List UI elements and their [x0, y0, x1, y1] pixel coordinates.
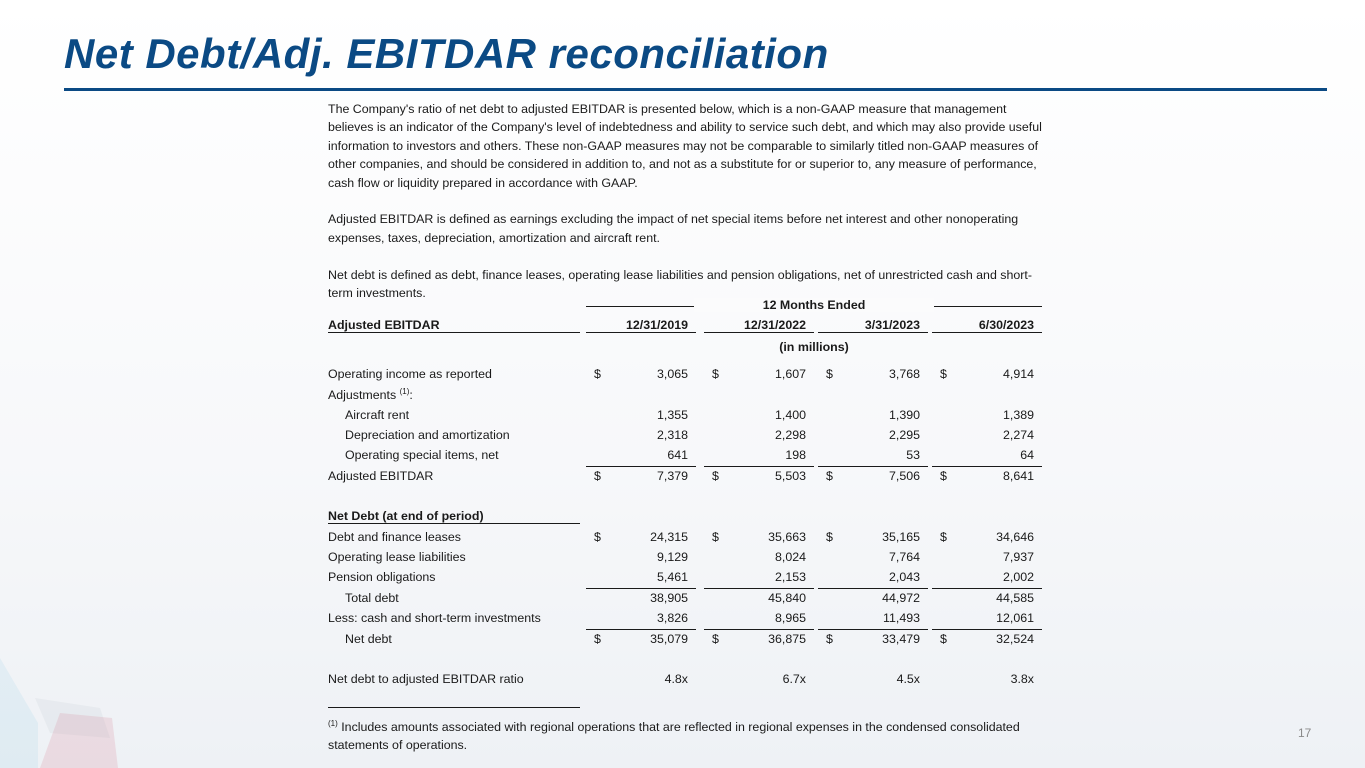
units-label: (in millions) [779, 340, 849, 354]
title-divider [64, 88, 1327, 91]
brand-decoration [0, 538, 130, 768]
cell-value: 3,065 [656, 367, 688, 381]
cell-value: 12,061 [996, 611, 1034, 625]
cell-value: 35,663 [768, 530, 806, 544]
currency-sign: $ [712, 530, 719, 544]
cell-value: 198 [785, 448, 806, 462]
cell-value: 7,379 [656, 469, 688, 483]
cell-value: 64 [1020, 448, 1034, 462]
table-row [328, 367, 1042, 385]
row-label: Adjustments $^{(1)}$: [328, 387, 413, 402]
column-header-row [328, 318, 1042, 336]
currency-sign: $ [826, 530, 833, 544]
cell-value: 1,389 [1002, 408, 1034, 422]
row-label: Adjusted EBITDAR [328, 469, 434, 483]
footnote-marker: (1) [328, 719, 338, 728]
currency-sign: $ [940, 469, 947, 483]
section-title-net-debt: Net Debt (at end of period) [328, 509, 580, 524]
cell-value: 45,840 [768, 591, 806, 605]
row-label: Less: cash and short-term investments [328, 611, 541, 625]
currency-sign: $ [712, 469, 719, 483]
cell-value: 34,646 [996, 530, 1034, 544]
table-row [328, 408, 1042, 426]
row-label: Net debt [345, 632, 392, 646]
net-debt-section-row [328, 509, 1042, 527]
adjustments-row [328, 387, 1042, 405]
cell-value: 3,768 [888, 367, 920, 381]
cell-value: 1,400 [774, 408, 806, 422]
table-row [328, 428, 1042, 446]
page-number: 17 [1298, 726, 1312, 740]
row-label: Net debt to adjusted EBITDAR ratio [328, 672, 524, 686]
cell-value: 44,972 [882, 591, 920, 605]
column-header-2022: 12/31/2022 [704, 318, 814, 333]
currency-sign: $ [594, 530, 601, 544]
cell-value: 4.8x [664, 672, 688, 686]
cell-value: 7,937 [1002, 550, 1034, 564]
cell-value: 9,129 [656, 550, 688, 564]
cell-value: 6.7x [782, 672, 806, 686]
units-row [328, 340, 1042, 358]
section-title-adjusted-ebitdar: Adjusted EBITDAR [328, 318, 580, 333]
table-row [328, 570, 1042, 588]
table-row [328, 550, 1042, 568]
row-label: Operating special items, net [345, 448, 499, 462]
column-header-q2-2023: 6/30/2023 [932, 318, 1042, 333]
currency-sign: $ [826, 632, 833, 646]
table-row [328, 591, 1042, 609]
currency-sign: $ [594, 469, 601, 483]
currency-sign: $ [940, 632, 947, 646]
row-label: Operating income as reported [328, 367, 492, 381]
cell-value: 8,024 [774, 550, 806, 564]
row-label: Operating lease liabilities [328, 550, 466, 564]
cell-value: 2,298 [774, 428, 806, 442]
page-title: Net Debt/Adj. EBITDAR reconciliation [64, 30, 829, 77]
cell-value: 2,043 [888, 570, 920, 584]
cell-value: 1,355 [656, 408, 688, 422]
currency-sign: $ [940, 530, 947, 544]
column-header-q1-2023: 3/31/2023 [818, 318, 928, 333]
cell-value: 1,607 [774, 367, 806, 381]
cell-value: 11,493 [883, 611, 920, 625]
cell-value: 5,461 [656, 570, 688, 584]
row-label: Total debt [345, 591, 399, 605]
currency-sign: $ [712, 367, 719, 381]
table-row [328, 530, 1042, 548]
row-label: Depreciation and amortization [345, 428, 510, 442]
currency-sign: $ [940, 367, 947, 381]
row-label: Debt and finance leases [328, 530, 461, 544]
period-header-row [328, 298, 1042, 316]
cell-value: 44,585 [996, 591, 1034, 605]
column-header-2019: 12/31/2019 [586, 318, 696, 333]
footnote-divider [328, 707, 580, 708]
currency-sign: $ [712, 632, 719, 646]
cell-value: 2,002 [1002, 570, 1034, 584]
cell-value: 36,875 [768, 632, 806, 646]
cell-value: 24,315 [650, 530, 688, 544]
cell-value: 38,905 [650, 591, 688, 605]
table-row [328, 469, 1042, 487]
cell-value: 641 [667, 448, 688, 462]
cell-value: 5,503 [774, 469, 806, 483]
footnote [328, 715, 1028, 754]
cell-value: 3,826 [656, 611, 688, 625]
cell-value: 35,079 [650, 632, 688, 646]
cell-value: 32,524 [996, 632, 1034, 646]
intro-paragraph-3: Net debt is defined as debt, finance leases, operating lease liabilities and pension obligations, net of unrestricted cash and short-term investments. [328, 267, 1032, 301]
cell-value: 2,295 [888, 428, 920, 442]
currency-sign: $ [826, 469, 833, 483]
table-row [328, 672, 1042, 690]
row-label: Aircraft rent [345, 408, 410, 422]
intro-paragraph-1: The Company's ratio of net debt to adjusted EBITDAR is presented below, which is a non-GAAP measure that management believes is an indicator of the Company's level of indebtedness and ability to service such debt, and which may also provide useful information to investors and others. These non-GAAP measures may not be comparable to similarly titled non-GAAP measures of other companies, and should be considered in addition to, and not as a substitute for or superior to, any measure of performance, cash flow or liquidity prepared in accordance with GAAP. [328, 102, 1042, 190]
currency-sign: $ [594, 367, 601, 381]
cell-value: 2,153 [774, 570, 806, 584]
period-header: 12 Months Ended [694, 298, 934, 312]
table-row [328, 611, 1042, 629]
cell-value: 8,641 [1002, 469, 1034, 483]
cell-value: 2,274 [1002, 428, 1034, 442]
intro-paragraph-2: Adjusted EBITDAR is defined as earnings excluding the impact of net special items before net interest and other nonoperating expenses, taxes, depreciation, amortization and aircraft rent. [328, 212, 1019, 245]
cell-value: 33,479 [882, 632, 920, 646]
currency-sign: $ [826, 367, 833, 381]
table-row [328, 448, 1042, 466]
currency-sign: $ [594, 632, 601, 646]
cell-value: 4,914 [1002, 367, 1034, 381]
table-row [328, 632, 1042, 650]
cell-value: 2,318 [656, 428, 688, 442]
cell-value: 8,965 [774, 611, 806, 625]
cell-value: 1,390 [888, 408, 920, 422]
row-label: Pension obligations [328, 570, 436, 584]
cell-value: 3.8x [1010, 672, 1034, 686]
cell-value: 7,506 [888, 469, 920, 483]
cell-value: 35,165 [882, 530, 920, 544]
cell-value: 53 [906, 448, 920, 462]
cell-value: 4.5x [896, 672, 920, 686]
cell-value: 7,764 [888, 550, 920, 564]
intro-text [328, 100, 1043, 321]
footnote-text: Includes amounts associated with regional operations that are reflected in regional expenses in the condensed consolidated statements of operations. [328, 720, 1020, 752]
